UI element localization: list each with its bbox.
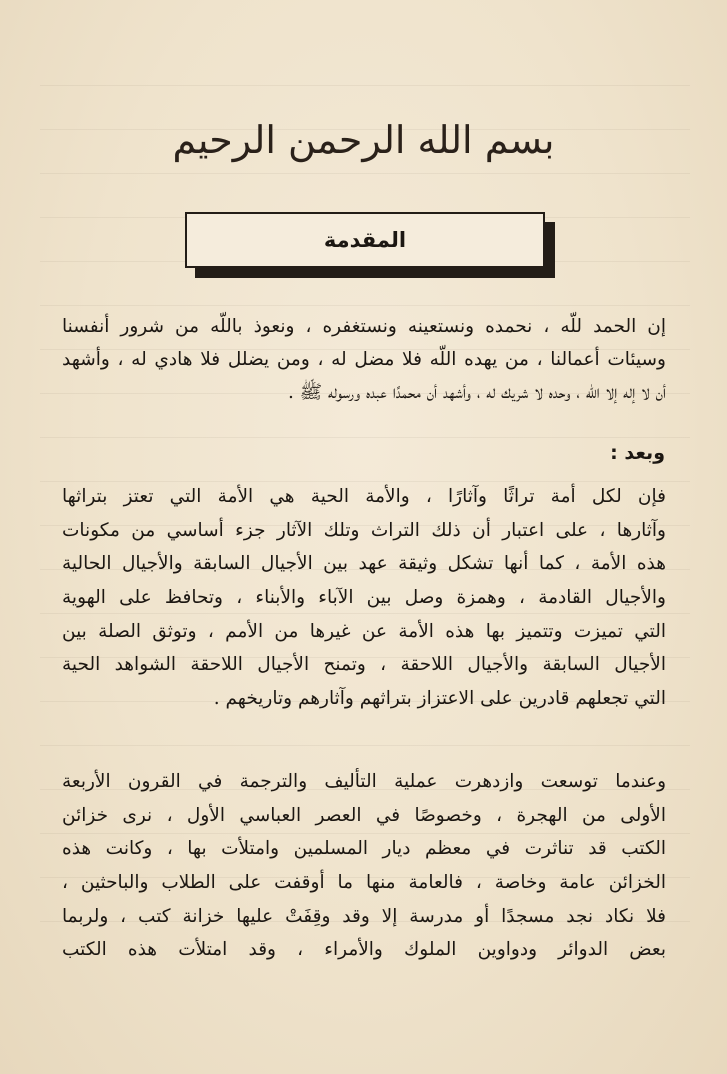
libraries-paragraph [62, 765, 666, 967]
text-line: أن لا إله إلا اللّه ، وحده لا شريك له ، وأشهد أن محمدًا عبده ورسوله ﷺ . [288, 382, 666, 403]
text-line: فإن لكل أمة تراثًا وآثارًا ، والأمة الحية هي الأمة التي تعتز بتراثها [62, 486, 666, 507]
text-line: وآثارها ، على اعتبار أن ذلك التراث وتلك الآثار جزء أساسي من مكونات [62, 519, 666, 541]
text-line: التي تميزت وتتميز بها هذه الأمة عن غيرها من الأمم ، وتوثق الصلة بين [62, 620, 666, 642]
text-line: وسيئات أعمالنا ، من يهده اللّه فلا مضل له ، ومن يضلل فلا هادي له ، وأشهد [62, 349, 666, 370]
text-line: هذه الأمة ، كما أنها تشكل وثيقة عهد بين الأجيال السابقة والأجيال الحالية [62, 553, 666, 575]
text-line: الكتب قد تناثرت في معظم ديار المسلمين وامتلأت بها ، وكانت هذه [62, 838, 666, 860]
text-line: الخزائن عامة وخاصة ، فالعامة منها ما أوقفت على الطلاب والباحثين ، [62, 872, 666, 894]
text-line: وعندما توسعت وازدهرت عملية التأليف والترجمة في القرون الأربعة [62, 771, 666, 792]
heading-box [185, 212, 545, 268]
basmala-calligraphy: بسم الله الرحمن الرحيم [172, 118, 555, 162]
text-line: إن الحمد للّه ، نحمده ونستعينه ونستغفره ، ونعوذ باللّه من شرور أنفسنا [62, 316, 666, 337]
wabad-heading: وبعد : [610, 442, 665, 464]
intro-paragraph [62, 310, 666, 409]
text-line: الأولى من الهجرة ، وخصوصًا في العصر العباسي الأول ، نرى خزائن [62, 804, 666, 826]
text-line: فلا نكاد نجد مسجدًا أو مدرسة إلا وقد وقِفَتْ عليها خزانة كتب ، ولربما [62, 905, 666, 927]
heritage-paragraph [62, 480, 666, 716]
section-heading: المقدمة [323, 228, 407, 252]
text-line: بعض الدوائر ودواوين الملوك والأمراء ، وقد امتلأت هذه الكتب [62, 939, 666, 961]
text-line: التي تجعلهم قادرين على الاعتزاز بتراثهم وآثارهم وتاريخهم . [213, 688, 666, 710]
text-line: الأجيال السابقة والأجيال اللاحقة ، وتمنح الأجيال اللاحقة الشواهد الحية [62, 654, 666, 676]
text-line: والأجيال القادمة ، وهمزة وصل بين الآباء والأبناء ، وتحافظ على الهوية [62, 587, 666, 609]
